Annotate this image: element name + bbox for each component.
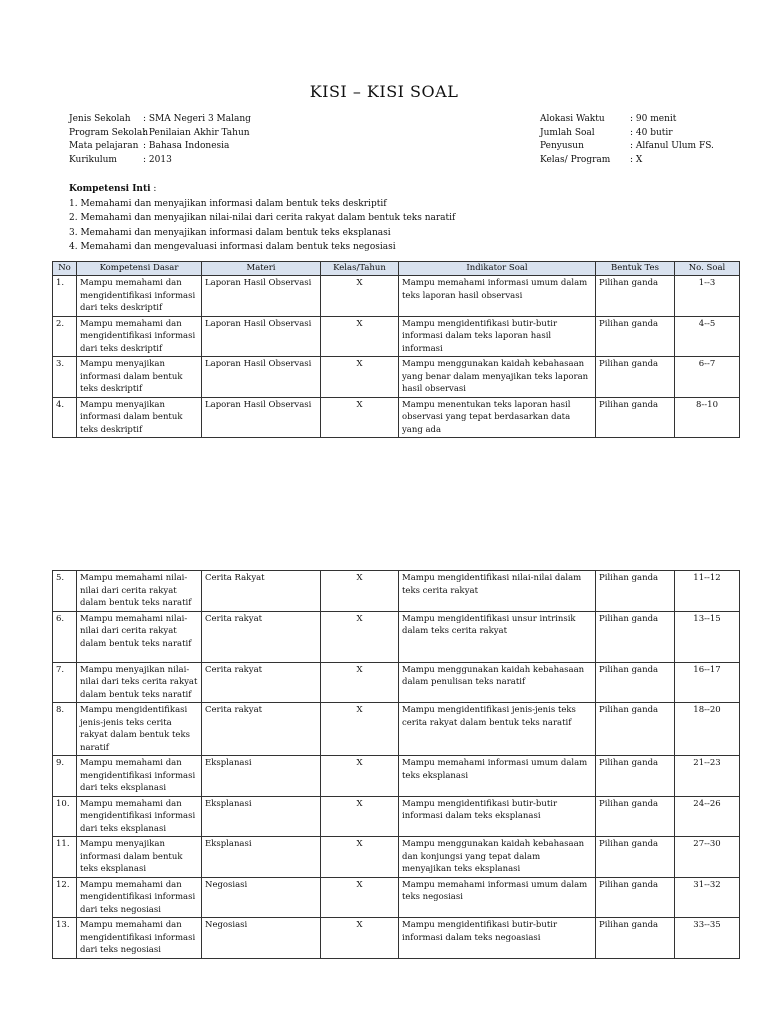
cell-no-soal: 33--35: [675, 918, 740, 959]
header-kompetensi-dasar: Kompetensi Dasar: [77, 262, 202, 276]
cell-kompetensi-dasar: Mampu menyajikan informasi dalam bentuk teks deskriptif: [77, 397, 202, 438]
cell-no: 10.: [53, 796, 77, 837]
meta-label: Kelas/ Program: [540, 154, 611, 165]
kompetensi-inti-item: 2. Memahami dan menyajikan nilai-nilai dari cerita rakyat dalam bentuk teks naratif: [69, 213, 456, 223]
table-row: [53, 316, 740, 357]
cell-indikator: Mampu memahami informasi umum dalam teks eksplanasi: [399, 756, 596, 797]
cell-no-soal: 13--15: [675, 611, 740, 662]
cell-indikator: Mampu menggunakan kaidah kebahasaan dalam penulisan teks naratif: [399, 662, 596, 703]
cell-kompetensi-dasar: Mampu menyajikan informasi dalam bentuk teks deskriptif: [77, 357, 202, 398]
cell-indikator: Mampu menggunakan kaidah kebahasaan dan konjungsi yang tepat dalam menyajikan teks eksplanasi: [399, 837, 596, 878]
header-materi: Materi: [202, 262, 321, 276]
cell-bentuk-tes: Pilihan ganda: [596, 703, 675, 756]
kisi-table-page-2: [52, 570, 740, 959]
meta-value: : 40 butir: [630, 127, 673, 138]
meta-row: [540, 140, 714, 154]
cell-no-soal: 18--20: [675, 703, 740, 756]
cell-no-soal: 8--10: [675, 397, 740, 438]
table-row: [53, 662, 740, 703]
cell-indikator: Mampu mengidentifikasi butir-butir informasi dalam teks negoasiasi: [399, 918, 596, 959]
meta-row: [69, 154, 251, 168]
cell-indikator: Mampu mengidentifikasi nilai-nilai dalam teks cerita rakyat: [399, 571, 596, 612]
cell-materi: Cerita Rakyat: [202, 571, 321, 612]
cell-indikator: Mampu menggunakan kaidah kebahasaan yang benar dalam menyajikan teks laporan hasil observasi: [399, 357, 596, 398]
meta-row: [540, 127, 714, 141]
table-row: [53, 703, 740, 756]
cell-bentuk-tes: Pilihan ganda: [596, 662, 675, 703]
cell-kelas: X: [321, 877, 399, 918]
meta-row: [69, 113, 251, 127]
cell-bentuk-tes: Pilihan ganda: [596, 796, 675, 837]
cell-no-soal: 16--17: [675, 662, 740, 703]
cell-no: 7.: [53, 662, 77, 703]
cell-bentuk-tes: Pilihan ganda: [596, 756, 675, 797]
cell-kelas: X: [321, 662, 399, 703]
cell-no-soal: 24--26: [675, 796, 740, 837]
cell-no: 5.: [53, 571, 77, 612]
table-row: [53, 918, 740, 959]
kompetensi-inti-item: 1. Memahami dan menyajikan informasi dalam bentuk teks deskriptif: [69, 198, 387, 209]
kompetensi-inti-item: 3. Memahami dan menyajikan informasi dalam bentuk teks eksplanasi: [69, 227, 391, 238]
table-row: [53, 611, 740, 662]
cell-no: 12.: [53, 877, 77, 918]
cell-bentuk-tes: Pilihan ganda: [596, 357, 675, 398]
header-bentuk-tes: Bentuk Tes: [596, 262, 675, 276]
cell-kelas: X: [321, 397, 399, 438]
cell-bentuk-tes: Pilihan ganda: [596, 316, 675, 357]
meta-value: : Penilaian Akhir Tahun: [143, 127, 250, 138]
meta-label: Jenis Sekolah: [69, 114, 131, 124]
cell-kompetensi-dasar: Mampu memahami dan mengidentifikasi informasi dari teks eksplanasi: [77, 796, 202, 837]
cell-no-soal: 21--23: [675, 756, 740, 797]
cell-bentuk-tes: Pilihan ganda: [596, 877, 675, 918]
kompetensi-inti-heading: Kompetensi Inti :: [69, 184, 157, 194]
cell-kelas: X: [321, 703, 399, 756]
cell-indikator: Mampu mengidentifikasi butir-butir informasi dalam teks laporan hasil informasi: [399, 316, 596, 357]
cell-no: 13.: [53, 918, 77, 959]
cell-no: 4.: [53, 397, 77, 438]
table-row: [53, 397, 740, 438]
cell-materi: Laporan Hasil Observasi: [202, 316, 321, 357]
cell-indikator: Mampu menentukan teks laporan hasil observasi yang tepat berdasarkan data yang ada: [399, 397, 596, 438]
table-header-row: [53, 262, 740, 276]
cell-bentuk-tes: Pilihan ganda: [596, 397, 675, 438]
cell-no-soal: 6--7: [675, 357, 740, 398]
cell-kompetensi-dasar: Mampu memahami dan mengidentifikasi informasi dari teks negosiasi: [77, 877, 202, 918]
document-title: KISI – KISI SOAL: [309, 82, 459, 101]
cell-kompetensi-dasar: Mampu mengidentifikasi jenis-jenis teks cerita rakyat dalam bentuk teks naratif: [77, 703, 202, 756]
cell-kelas: X: [321, 611, 399, 662]
cell-kompetensi-dasar: Mampu menyajikan informasi dalam bentuk teks eksplanasi: [77, 837, 202, 878]
cell-kelas: X: [321, 837, 399, 878]
table-row: [53, 276, 740, 317]
cell-kompetensi-dasar: Mampu memahami nilai-nilai dari cerita rakyat dalam bentuk teks naratif: [77, 611, 202, 662]
cell-bentuk-tes: Pilihan ganda: [596, 611, 675, 662]
cell-indikator: Mampu mengidentifikasi butir-butir informasi dalam teks eksplanasi: [399, 796, 596, 837]
meta-value: : Bahasa Indonesia: [143, 141, 230, 151]
header-no: No: [53, 262, 77, 276]
meta-left: [69, 113, 251, 167]
cell-no: 3.: [53, 357, 77, 398]
meta-row: [69, 140, 251, 154]
table-row: [53, 357, 740, 398]
meta-row: [540, 113, 714, 127]
cell-materi: Negosiasi: [202, 877, 321, 918]
cell-no-soal: 4--5: [675, 316, 740, 357]
meta-label: Program Sekolah: [69, 127, 149, 138]
table-row: [53, 756, 740, 797]
cell-kelas: X: [321, 918, 399, 959]
cell-kelas: X: [321, 316, 399, 357]
cell-materi: Cerita rakyat: [202, 611, 321, 662]
cell-no: 2.: [53, 316, 77, 357]
kompetensi-inti-section: [69, 182, 455, 255]
meta-value: : 2013: [143, 154, 172, 165]
cell-kompetensi-dasar: Mampu memahami nilai-nilai dari cerita rakyat dalam bentuk teks naratif: [77, 571, 202, 612]
cell-no: 1.: [53, 276, 77, 317]
header-no-soal: No. Soal: [675, 262, 740, 276]
cell-kompetensi-dasar: Mampu memahami dan mengidentifikasi informasi dari teks negosiasi: [77, 918, 202, 959]
cell-materi: Laporan Hasil Observasi: [202, 357, 321, 398]
meta-value: : X: [630, 154, 643, 165]
cell-indikator: Mampu mengidentifikasi jenis-jenis teks cerita rakyat dalam bentuk teks naratif: [399, 703, 596, 756]
cell-no-soal: 1--3: [675, 276, 740, 317]
cell-bentuk-tes: Pilihan ganda: [596, 837, 675, 878]
cell-materi: Negosiasi: [202, 918, 321, 959]
meta-label: Penyusun: [540, 141, 584, 151]
cell-kompetensi-dasar: Mampu memahami dan mengidentifikasi informasi dari teks deskriptif: [77, 276, 202, 317]
meta-label: Jumlah Soal: [540, 127, 595, 138]
cell-indikator: Mampu memahami informasi umum dalam teks laporan hasil observasi: [399, 276, 596, 317]
cell-kelas: X: [321, 796, 399, 837]
cell-no: 9.: [53, 756, 77, 797]
meta-row: [540, 154, 714, 168]
table-row: [53, 571, 740, 612]
meta-right: [540, 113, 714, 167]
cell-kelas: X: [321, 276, 399, 317]
cell-indikator: Mampu mengidentifikasi unsur intrinsik dalam teks cerita rakyat: [399, 611, 596, 662]
cell-indikator: Mampu memahami informasi umum dalam teks negosiasi: [399, 877, 596, 918]
kompetensi-inti-item: 4. Memahami dan mengevaluasi informasi dalam bentuk teks negosiasi: [69, 242, 396, 252]
cell-kompetensi-dasar: Mampu menyajikan nilai-nilai dari teks cerita rakyat dalam bentuk teks naratif: [77, 662, 202, 703]
header-kelas-tahun: Kelas/Tahun: [321, 262, 399, 276]
table-row: [53, 796, 740, 837]
meta-row: [69, 127, 251, 141]
cell-materi: Eksplanasi: [202, 837, 321, 878]
meta-label: Alokasi Waktu: [540, 114, 605, 124]
cell-materi: Laporan Hasil Observasi: [202, 397, 321, 438]
meta-value: : SMA Negeri 3 Malang: [143, 114, 251, 124]
cell-kompetensi-dasar: Mampu memahami dan mengidentifikasi informasi dari teks eksplanasi: [77, 756, 202, 797]
cell-kelas: X: [321, 571, 399, 612]
cell-no: 11.: [53, 837, 77, 878]
cell-no: 8.: [53, 703, 77, 756]
table-row: [53, 877, 740, 918]
table-row: [53, 837, 740, 878]
cell-no-soal: 11--12: [675, 571, 740, 612]
cell-no: 6.: [53, 611, 77, 662]
meta-value: : 90 menit: [630, 114, 677, 124]
meta-label: Kurikulum: [69, 154, 117, 165]
cell-kelas: X: [321, 357, 399, 398]
header-indikator-soal: Indikator Soal: [399, 262, 596, 276]
cell-materi: Eksplanasi: [202, 756, 321, 797]
cell-materi: Cerita rakyat: [202, 703, 321, 756]
cell-kelas: X: [321, 756, 399, 797]
cell-materi: Cerita rakyat: [202, 662, 321, 703]
cell-bentuk-tes: Pilihan ganda: [596, 276, 675, 317]
cell-materi: Laporan Hasil Observasi: [202, 276, 321, 317]
cell-no-soal: 31--32: [675, 877, 740, 918]
meta-value: : Alfanul Ulum FS.: [630, 141, 714, 151]
cell-bentuk-tes: Pilihan ganda: [596, 571, 675, 612]
cell-bentuk-tes: Pilihan ganda: [596, 918, 675, 959]
cell-kompetensi-dasar: Mampu memahami dan mengidentifikasi informasi dari teks deskriptif: [77, 316, 202, 357]
meta-label: Mata pelajaran: [69, 141, 139, 151]
kisi-table-page-1: [52, 261, 740, 438]
cell-no-soal: 27--30: [675, 837, 740, 878]
cell-materi: Eksplanasi: [202, 796, 321, 837]
